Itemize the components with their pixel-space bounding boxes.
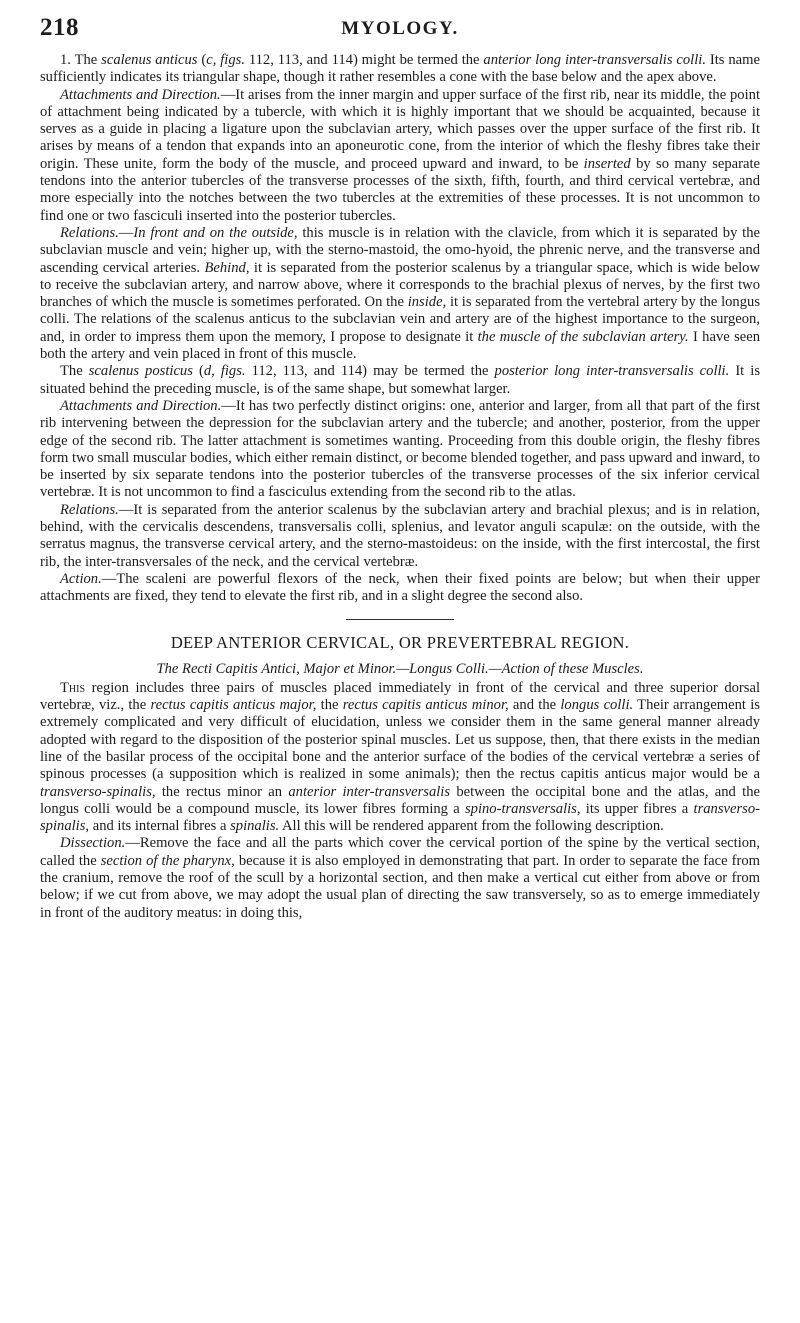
text-run: and its internal fibres a — [89, 818, 231, 835]
italic-run: longus colli. — [560, 697, 634, 714]
italic-run: In front and on the outside, — [133, 224, 298, 241]
text-run: —The scaleni are powerful flexors of the neck, when their fixed points are below; but when their upper attachments are fixed, they tend to elevate the first rib, and in a slight degree the second also. — [40, 570, 760, 605]
italic-run: spinalis. — [230, 818, 280, 835]
italic-run: rectus capitis anticus minor, — [342, 697, 509, 714]
italic-run: Dissection. — [60, 835, 126, 852]
italic-run: Relations. — [60, 501, 119, 518]
section-heading: DEEP ANTERIOR CERVICAL, OR PREVERTEBRAL REGION. — [170, 632, 630, 652]
italic-run: section of the pharynx, — [100, 852, 235, 869]
italic-run: scalenus anticus — [101, 52, 198, 68]
text-run: It is situated behind the preceding muscle, is of the same shape, but somewhat larger. — [40, 363, 761, 397]
text-run: —It is separated from the anterior scalenus by the subclavian artery and brachial plexus; and is in relation, behind, with the cervicalis descendens, transversalis colli, splenius, and levator anguli scapulæ: on the outside, with the serratus magnus, the transverse cervical artery, and the sterno-mastoideus: on the inside, with the first intercostal, the first rib, the inter-transversales of the neck, and the cervical vertebræ. — [40, 501, 760, 570]
text-run: and the — [508, 697, 561, 714]
text-run: region includes three pairs of muscles placed immediately in front of the cervical and three superior dorsal vertebræ, viz., the — [40, 679, 760, 714]
text-run: 112, 113, and 114) might be termed the — [244, 52, 484, 68]
italic-run: Behind, — [204, 259, 250, 276]
text-run: it is separated from the vertebral artery by the longus colli. The relations of the scalenus anticus to the subclavian vein and artery are of the highest importance to the surgeon, and, in order to impress them upon the memory, I propose to designate it — [40, 294, 760, 345]
italic-run: Attachments and Direction. — [60, 86, 221, 103]
running-head: MYOLOGY. — [341, 18, 459, 39]
italic-run: inserted — [583, 155, 631, 172]
italic-run: Relations. — [60, 224, 119, 241]
scalenus-posticus-attachments — [40, 398, 760, 502]
italic-run: Attachments and Direction. — [60, 397, 222, 414]
text-run: between the occipital bone and the atlas, and the longus colli would be a compound muscle, its lower fibres forming a — [40, 783, 760, 817]
italic-run: posterior long inter-transversalis colli. — [494, 363, 730, 380]
italic-run: inside, — [407, 294, 447, 311]
section-intro — [40, 680, 760, 836]
italic-run: transverso-spinalis, — [40, 800, 760, 835]
text-run: ( — [197, 52, 207, 68]
scalenus-posticus-relations — [40, 502, 760, 571]
text-run: All this will be rendered apparent from the following description. — [279, 818, 664, 835]
text-run: 112, 113, and 114) may be termed the — [245, 363, 495, 380]
section-divider — [346, 619, 454, 620]
text-run: —Remove the face and all the parts which cover the cervical portion of the spine by the vertical section, called the — [40, 835, 760, 869]
scalenus-posticus-action — [40, 571, 760, 606]
text-run: This — [60, 679, 86, 696]
text-run: this muscle is in relation with the clavicle, from which it is separated by the subclavian muscle and vein; higher up, with the sterno-mastoid, the omo-hyoid, the phrenic nerve, and the transverse and ascending cervical arteries. — [40, 224, 761, 276]
italic-run: scalenus posticus — [88, 363, 193, 380]
italic-run: anterior long inter-transversalis colli. — [483, 52, 706, 68]
text-run: ( — [192, 363, 204, 380]
text-run: Its name sufficiently indicates its triangular shape, though it rather resembles a cone with the base below and the apex above. — [40, 52, 760, 86]
italic-run: c, figs. — [206, 52, 245, 68]
section-dissection — [40, 835, 760, 921]
text-run: — — [118, 224, 134, 241]
text-run: —It arises from the inner margin and upper surface of the first rib, near its middle, the point of attachment being indicated by a tubercle, with which it is highly important that we should be acquainted, because it serves as a guide in placing a ligature upon the subclavian artery, which passes over the upper surface of the first rib. It arises by means of a tendon that expands into an aponeurotic cone, from the interior of which the fleshy fibres take their origin. These unite, form the body of the muscle, and proceed upward and inward, to be — [40, 86, 760, 172]
text-run: its upper fibres a — [580, 800, 694, 817]
text-run: the — [316, 697, 343, 714]
italic-run: spino-transversalis, — [464, 800, 581, 817]
text-run: the rectus minor an — [155, 783, 289, 800]
italic-run: Action. — [60, 570, 102, 587]
text-run: Their arrangement is extremely complicated and very difficult of elucidation, unless we consider them in the same general manner already adopted with regard to the disposition of the posterior spinal muscles. Let us suppose, then, that there exists in the median line of the basilar process of the occipital bone and the anterior surface of the bodies of the cervical vertebræ a series of spinous processes (a supposition which is realized in some animals); then the rectus capitis anticus major would be a — [40, 697, 760, 783]
italic-run: d, figs. — [203, 363, 246, 380]
scalenus-anticus-intro — [40, 52, 760, 87]
italic-run: the muscle of the subclavian artery. — [477, 328, 689, 345]
text-run: 1. The — [60, 52, 102, 68]
italic-run: rectus capitis anticus major, — [150, 697, 317, 714]
text-run: by so many separate tendons into the anterior tubercles of the transverse processes of the sixth, fifth, fourth, and third cervical vertebræ, and more especially into the notches between the two tubercles at the extremities of these processes. It is not uncommon to find one or two fasciculi inserted into the posterior tubercles. — [40, 155, 760, 224]
scalenus-anticus-relations — [40, 225, 760, 363]
page-header — [40, 14, 760, 52]
text-run: it is separated from the posterior scalenus by a triangular space, which is wide below to receive the subclavian artery, and narrow above, where it corresponds to the brachial plexus of nerves, by the first two branches of which the muscle is sometimes perforated. On the — [40, 259, 760, 311]
text-run: The — [60, 363, 89, 380]
scalenus-anticus-attachments — [40, 87, 760, 225]
italic-run: anterior inter-transversalis — [288, 783, 451, 800]
section-subheading-text: The Recti Capitis Antici, Major et Minor.—Longus Colli.—Action of these Muscles. — [156, 660, 644, 677]
text-run: because it is also employed in demonstrating that part. In order to separate the face from the cranium, remove the roof of the scull by a horizontal section, and then make a vertical cut either from above or from below; if we cut from above, we may adopt the usual plan of directing the saw transversely, so as to emerge immediately in front of the auditory meatus: in doing this, — [40, 852, 760, 921]
text-run: I have seen both the artery and vein placed in front of this muscle. — [40, 328, 760, 363]
italic-run: transverso-spinalis, — [40, 783, 156, 800]
page-number: 218 — [40, 14, 79, 41]
section-subheading — [40, 661, 760, 678]
scalenus-posticus-intro — [40, 363, 760, 398]
text-run: —It has two perfectly distinct origins: one, anterior and larger, from all that part of the first rib intervening between the depression for the subclavian artery and the tubercle; and another, posterior, from the upper edge of the second rib. The latter attachment is sometimes wanting. Proceeding from this double origin, the fleshy fibres form two small muscular bodies, which either remain distinct, or become blended together, and pass upward and inward, to be inserted by six separate tendons into the posterior tubercles of the transverse processes of the six inferior cervical vertebræ. It is not uncommon to find a fasciculus extending from the second rib to the atlas. — [40, 397, 760, 501]
